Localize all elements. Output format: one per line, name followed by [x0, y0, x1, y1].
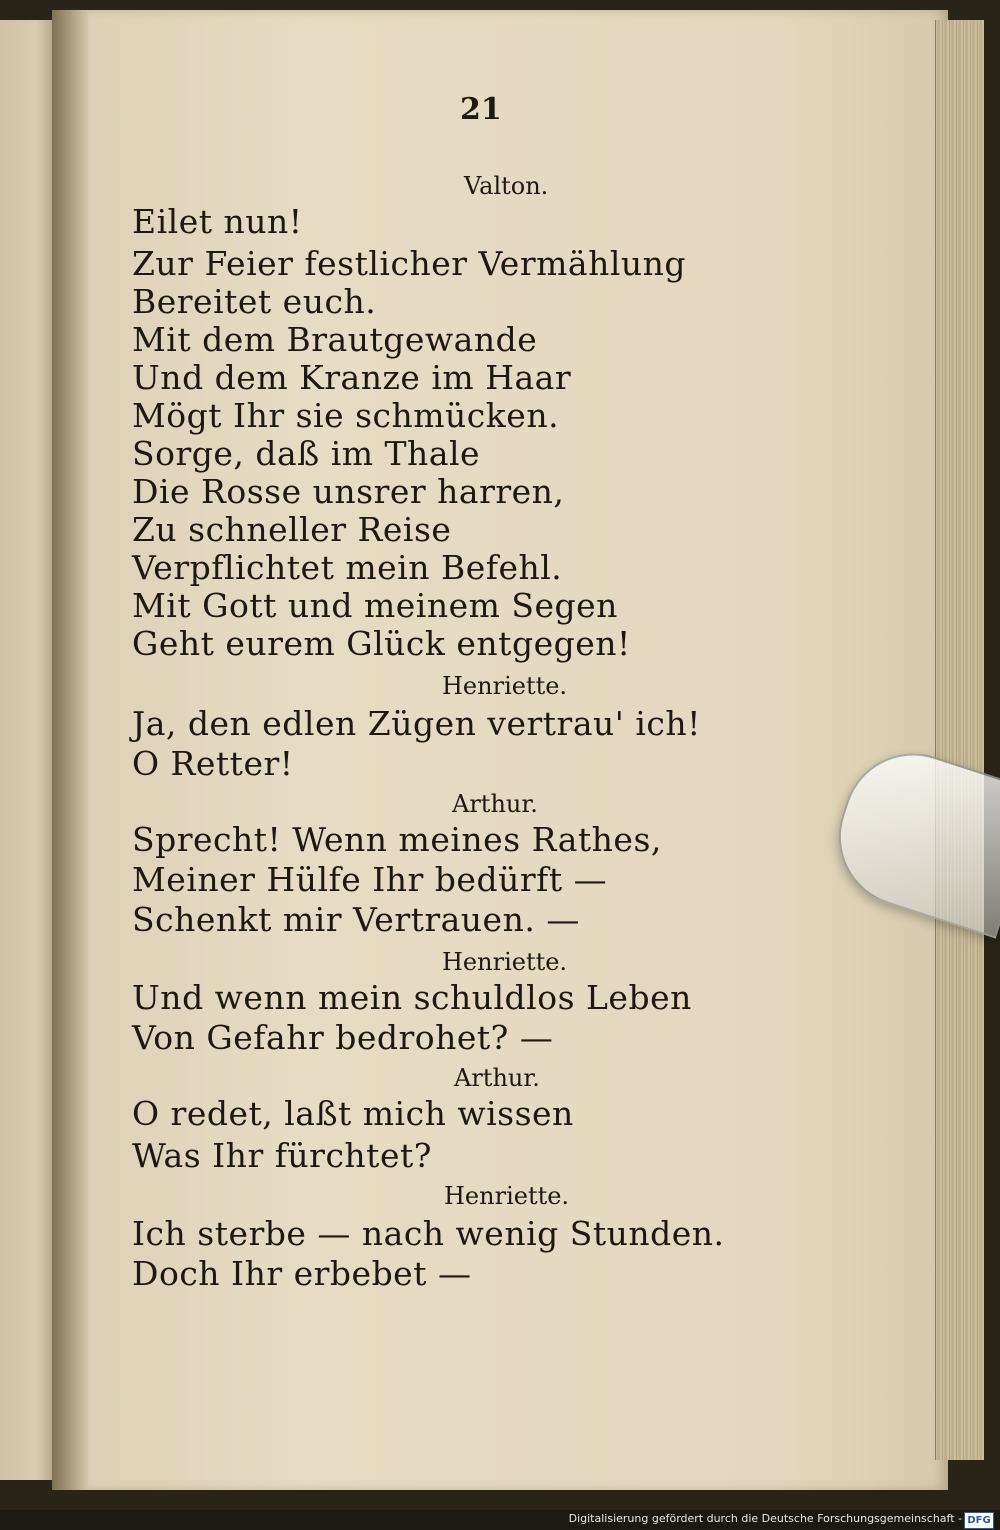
text-line: Bereitet euch.: [132, 282, 377, 321]
text-line: Doch Ihr erbebet —: [132, 1254, 472, 1293]
text-line: Zur Feier festlicher Vermählung: [132, 244, 687, 283]
book-gutter: [52, 10, 92, 1490]
dfg-logo: DFG: [964, 1512, 994, 1529]
text-line: Von Gefahr bedrohet? —: [132, 1018, 554, 1057]
text-line: Und wenn mein schuldlos Leben: [132, 978, 692, 1017]
left-page-edge: [0, 20, 54, 1480]
speaker-label: Arthur.: [452, 790, 538, 818]
text-line: Verpflichtet mein Befehl.: [132, 548, 563, 587]
speaker-label: Henriette.: [442, 672, 568, 700]
text-line: Die Rosse unsrer harren,: [132, 472, 565, 511]
page-edges: [935, 20, 984, 1460]
text-line: Was Ihr fürchtet?: [132, 1136, 432, 1175]
text-line: Eilet nun!: [132, 202, 303, 241]
text-line: Ich sterbe — nach wenig Stunden.: [132, 1214, 725, 1253]
speaker-label: Henriette.: [444, 1182, 570, 1210]
text-line: Mögt Ihr sie schmücken.: [132, 396, 560, 435]
text-line: Sprecht! Wenn meines Rathes,: [132, 820, 662, 859]
speaker-label: Arthur.: [454, 1064, 540, 1092]
text-line: Mit dem Brautgewande: [132, 320, 538, 359]
footer-bar: [0, 1510, 1000, 1530]
page-number: 21: [460, 92, 502, 127]
text-line: O Retter!: [132, 744, 294, 783]
text-line: Geht eurem Glück entgegen!: [132, 624, 631, 663]
text-line: Mit Gott und meinem Segen: [132, 586, 618, 625]
text-line: Ja, den edlen Zügen vertrau' ich!: [132, 704, 701, 743]
speaker-label: Valton.: [464, 172, 549, 200]
speaker-label: Henriette.: [442, 948, 568, 976]
text-line: O redet, laßt mich wissen: [132, 1094, 574, 1133]
text-line: Und dem Kranze im Haar: [132, 358, 572, 397]
text-line: Meiner Hülfe Ihr bedürft —: [132, 860, 608, 899]
text-line: Sorge, daß im Thale: [132, 434, 481, 473]
footer-credit: Digitalisierung gefördert durch die Deutsche Forschungsgemeinschaft -: [568, 1512, 962, 1525]
text-line: Zu schneller Reise: [132, 510, 452, 549]
text-line: Schenkt mir Vertrauen. —: [132, 900, 580, 939]
